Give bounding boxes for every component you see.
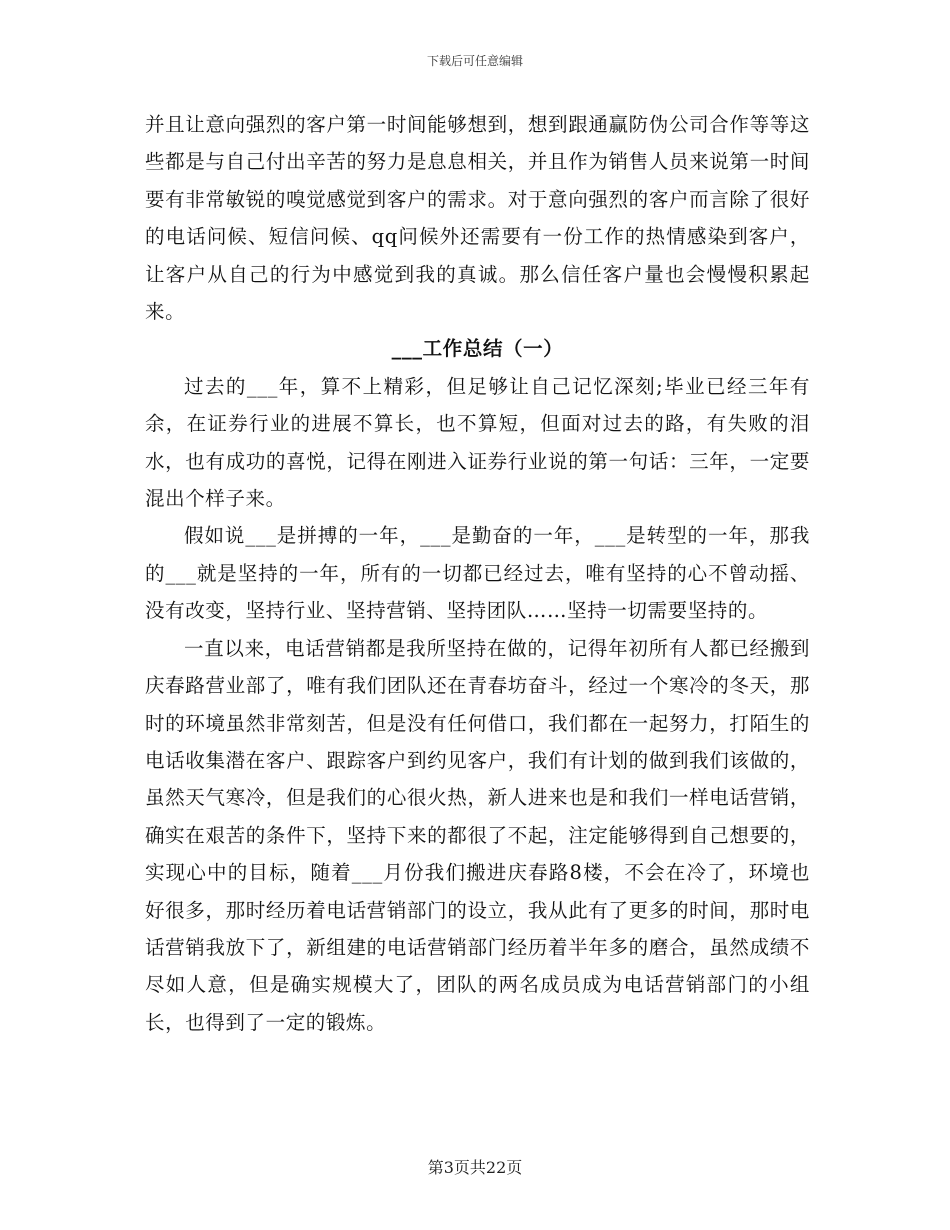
paragraph-1: 过去的___年，算不上精彩，但足够让自己记忆深刻;毕业已经三年有余，在证券行业的进展不算长，也不算短，但面对过去的路，有失败的泪水，也有成功的喜悦，记得在刚进入证券行业说的第一句话：三年，一定要混出个样子来。 [145,374,810,511]
header-note: 下载后可任意编辑 [426,54,523,68]
section-title: ___工作总结（一） [391,337,564,361]
paragraph-3: 一直以来，电话营销都是我所坚持在做的，记得年初所有人都已经搬到庆春路营业部了，唯有我们团队还在青春坊奋斗，经过一个寒冷的冬天，那时的环境虽然非常刻苦，但是没有任何借口，我们都在一起努力，打陌生的电话收集潜在客户、跟踪客户到约见客户，我们有计划的做到我们该做的，虽然天气寒冷，但是我们的心很火热，新人进来也是和我们一样电话营销，确实在艰苦的条件下，坚持下来的都很了不起，注定能够得到自己想要的，实现心中的目标，随着___月份我们搬进庆春路8楼，不会在冷了，环境也好很多，那时经历着电话营销部门的设立，我从此有了更多的时间，那时电话营销我放下了，新组建的电话营销部门经历着半年多的磨合，虽然成绩不尽如人意，但是确实规模大了，团队的两名成员成为电话营销部门的小组长，也得到了一定的锻炼。 [145,636,810,1034]
page-indicator: 第3页共22页 [427,1158,523,1177]
intro-paragraph: 并且让意向强烈的客户第一时间能够想到，想到跟通赢防伪公司合作等等这些都是与自己付出辛苦的努力是息息相关，并且作为销售人员来说第一时间要有非常敏锐的嗅觉感觉到客户的需求。对于意向强烈的客户而言除了很好的电话问候、短信问候、qq问候外还需要有一份工作的热情感染到客户，让客户从自己的行为中感觉到我的真诚。那么信任客户量也会慢慢积累起来。 [145,113,810,324]
paragraph-2: 假如说___是拼搏的一年，___是勤奋的一年，___是转型的一年，那我的___就是坚持的一年，所有的一切都已经过去，唯有坚持的心不曾动摇、没有改变，坚持行业、坚持营销、坚持团队……坚持一切需要坚持的。 [145,524,810,623]
document-body [145,106,810,1041]
